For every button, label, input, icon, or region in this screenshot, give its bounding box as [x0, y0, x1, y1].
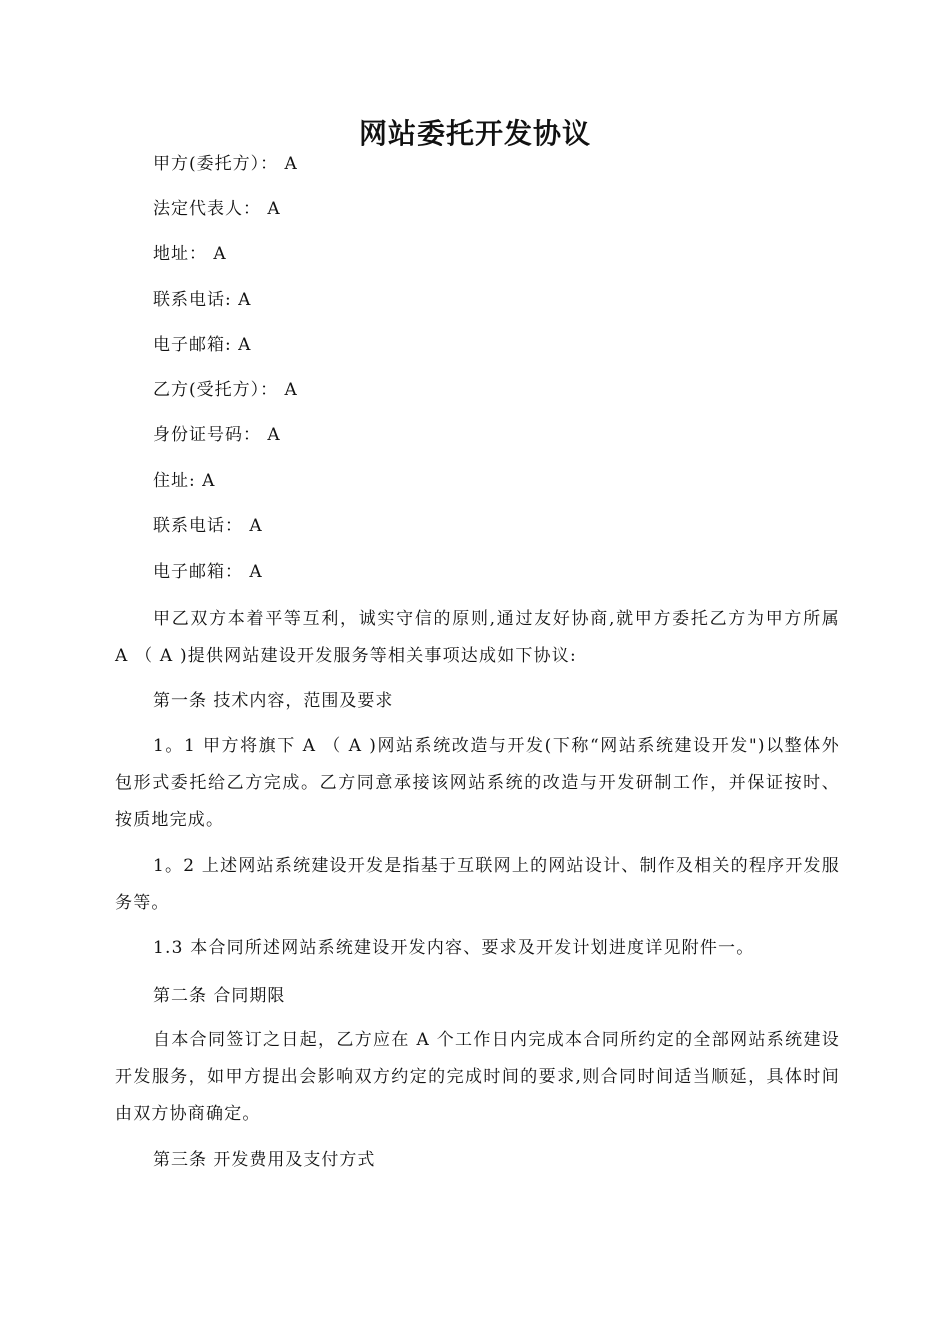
party-b-name: 乙方(受托方）： A [153, 380, 298, 400]
article-1-item-2: 1。2 上述网站系统建设开发是指基于互联网上的网站设计、制作及相关的程序开发服务等。 [115, 856, 840, 913]
article-2-body: 自本合同签订之日起，乙方应在 A 个工作日内完成本合同所约定的全部网站系统建设开发服务，如甲方提出会影响双方约定的完成时间的要求,则合同时间适当顺延，具体时间由双方协商确定。 [115, 1030, 840, 1124]
party-a-email: 电子邮箱: A [153, 335, 252, 355]
article-1-item-3: 1.3 本合同所述网站系统建设开发内容、要求及开发计划进度详见附件一。 [153, 938, 755, 958]
article-1-heading: 第一条 技术内容，范围及要求 [153, 691, 394, 711]
intro-paragraph: 甲乙双方本着平等互利，诚实守信的原则,通过友好协商,就甲方委托乙方为甲方所属 A （ A )提供网站建设开发服务等相关事项达成如下协议: [115, 609, 840, 666]
party-a-name: 甲方(委托方）： A [153, 154, 298, 174]
article-1-item-1: 1。1 甲方将旗下 A （ A )网站系统改造与开发(下称“网站系统建设开发")以整体外包形式委托给乙方完成。乙方同意承接该网站系统的改造与开发研制工作，并保证按时、按质地完成。 [115, 736, 840, 830]
party-a-address: 地址： A [153, 244, 227, 264]
party-a-phone: 联系电话: A [153, 290, 252, 310]
party-b-address: 住址: A [153, 471, 216, 491]
article-3-heading: 第三条 开发费用及支付方式 [153, 1150, 376, 1170]
document-title: 网站委托开发协议 [358, 117, 591, 150]
party-b-email: 电子邮箱： A [153, 562, 263, 582]
party-a-legal-rep: 法定代表人： A [153, 199, 281, 219]
article-2-heading: 第二条 合同期限 [153, 986, 286, 1006]
party-b-id-number: 身份证号码： A [153, 425, 281, 445]
party-b-phone: 联系电话： A [153, 516, 263, 536]
